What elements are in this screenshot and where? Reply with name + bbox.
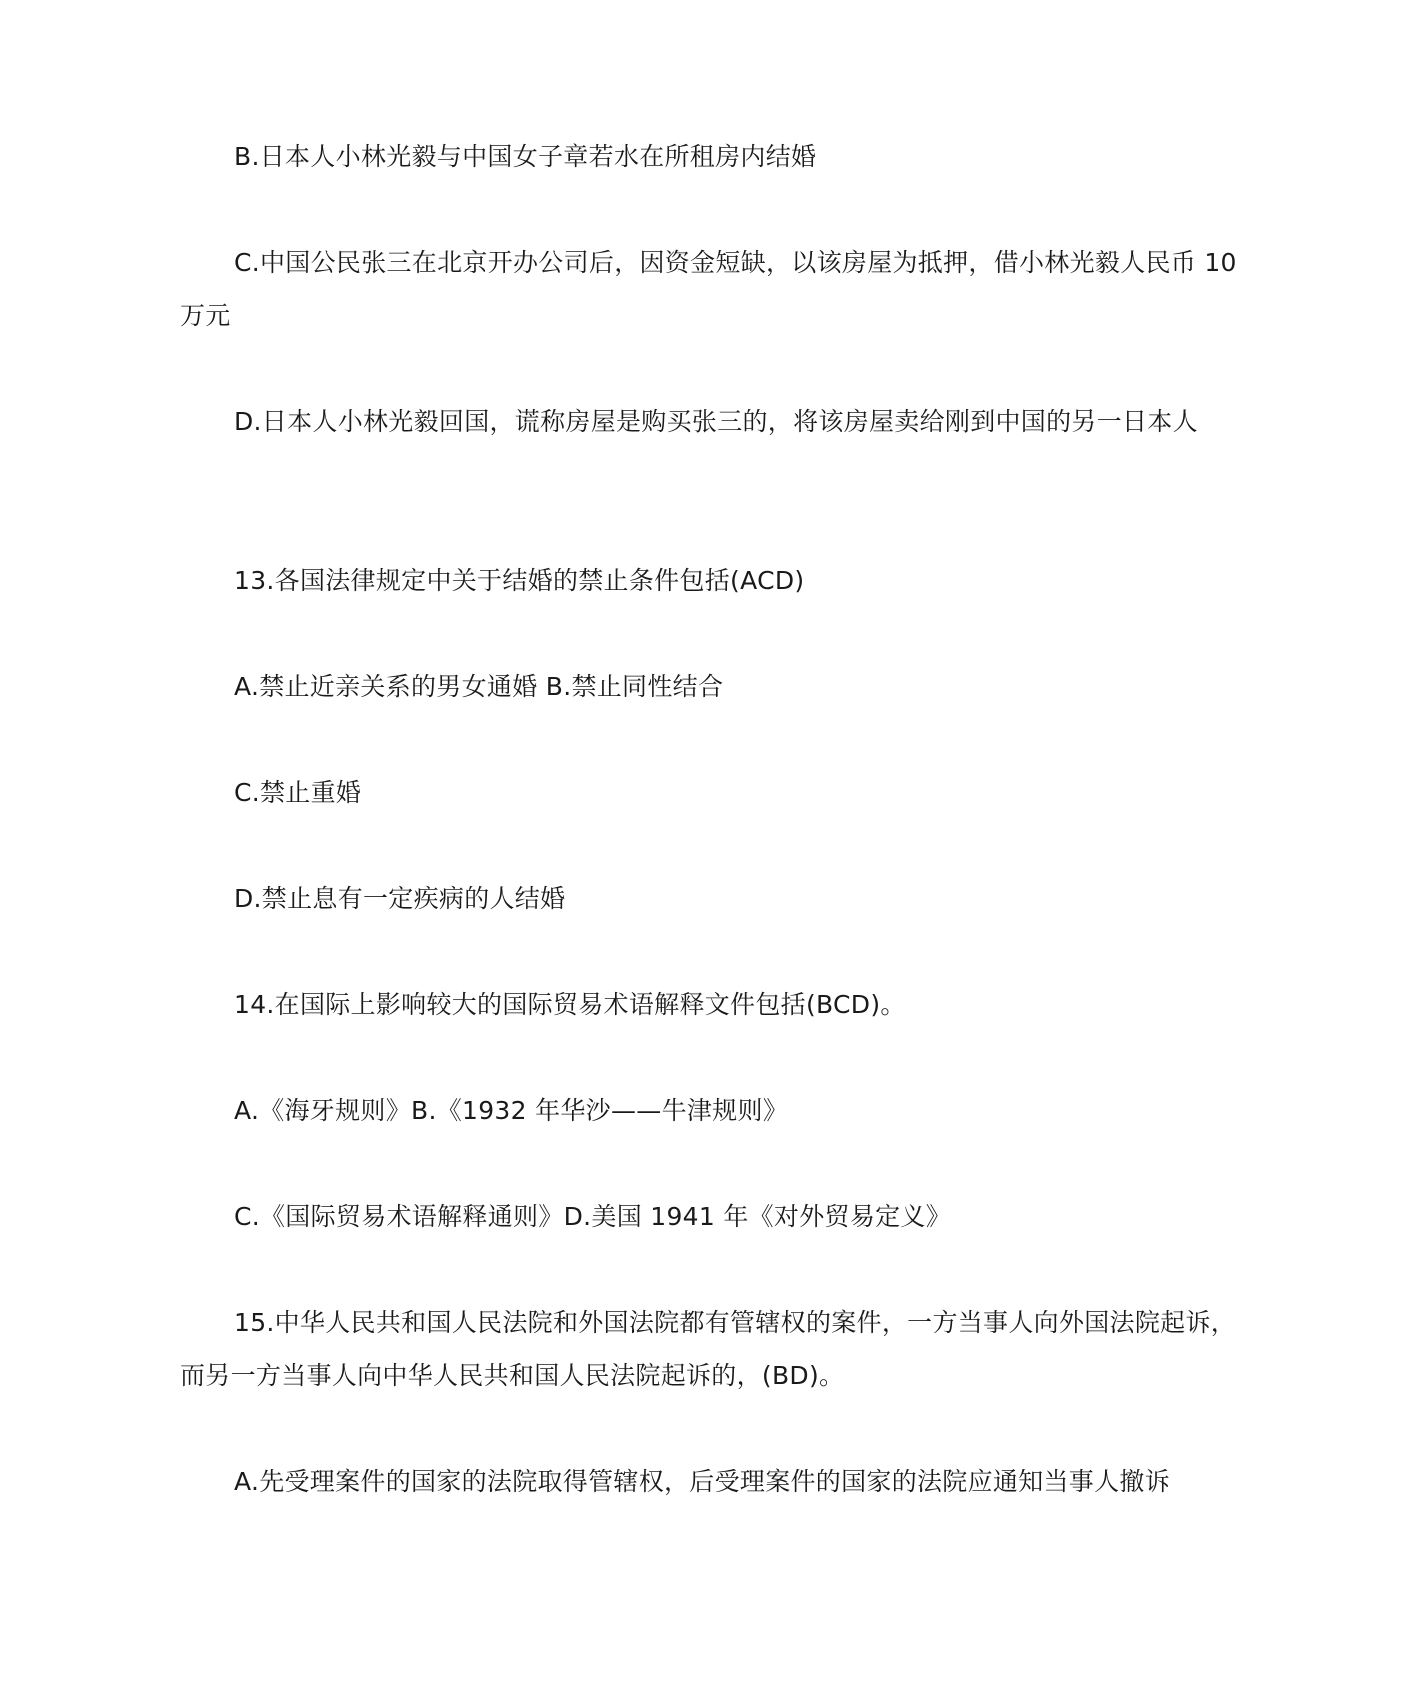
option-c-mortgage: C.中国公民张三在北京开办公司后，因资金短缺，以该房屋为抵押，借小林光毅人民币 10 万元 (180, 248, 1237, 330)
question-13: 13.各国法律规定中关于结婚的禁止条件包括(ACD) (234, 566, 805, 595)
question-14: 14.在国际上影响较大的国际贸易术语解释文件包括(BCD)。 (234, 990, 906, 1019)
question-15: 15.中华人民共和国人民法院和外国法院都有管辖权的案件，一方当事人向外国法院起诉，而另一方当事人向中华人民共和国人民法院起诉的，(BD)。 (180, 1308, 1237, 1390)
q13-options-ab: A.禁止近亲关系的男女通婚 B.禁止同性结合 (234, 672, 724, 701)
q14-options-cd: C.《国际贸易术语解释通则》D.美国 1941 年《对外贸易定义》 (234, 1202, 952, 1231)
q13-option-d: D.禁止息有一定疾病的人结婚 (234, 884, 566, 913)
q15-option-a: A.先受理案件的国家的法院取得管辖权，后受理案件的国家的法院应通知当事人撤诉 (234, 1467, 1171, 1496)
option-b-marriage: B.日本人小林光毅与中国女子章若水在所租房内结婚 (234, 142, 817, 171)
q14-options-ab: A.《海牙规则》B.《1932 年华沙——牛津规则》 (234, 1096, 789, 1125)
q13-option-c: C.禁止重婚 (234, 778, 362, 807)
option-d-sale: D.日本人小林光毅回国，谎称房屋是购买张三的，将该房屋卖给刚到中国的另一日本人 (234, 407, 1198, 436)
